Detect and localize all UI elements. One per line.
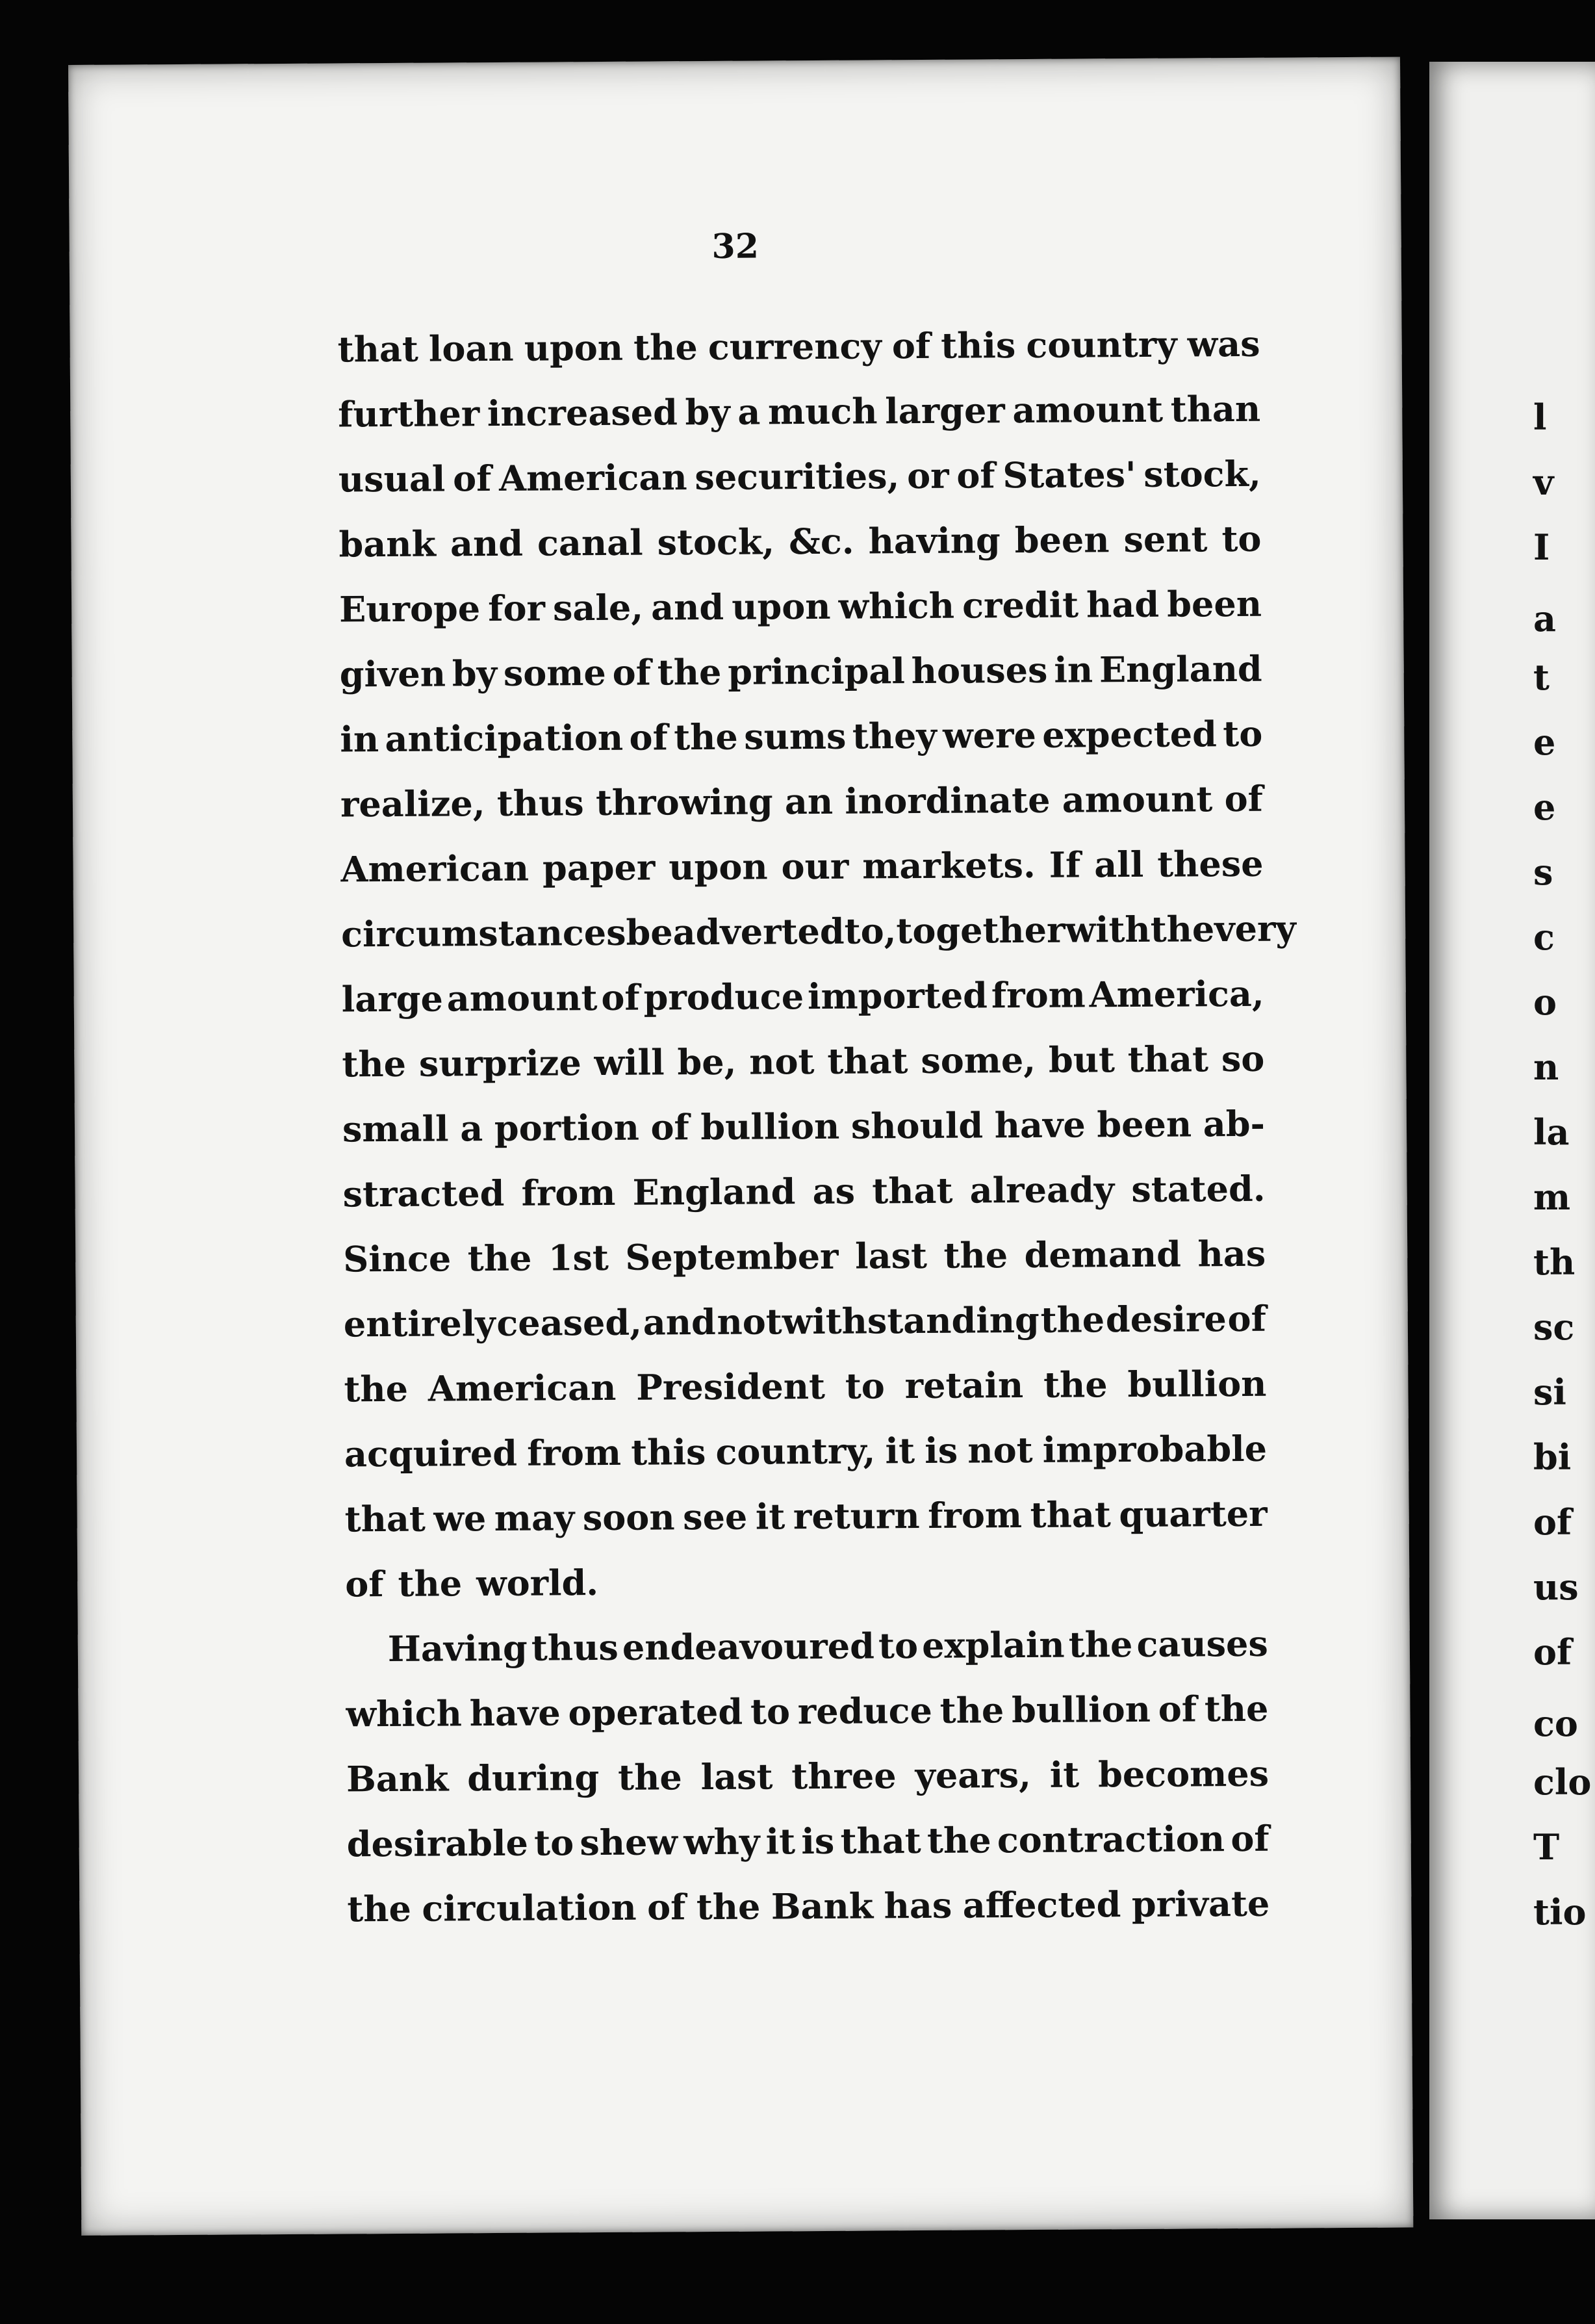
facing-page-fragment: si <box>1533 1371 1566 1413</box>
word: the <box>943 1234 1008 1276</box>
word: the <box>344 1367 409 1410</box>
word: England <box>632 1170 796 1213</box>
word: canal <box>537 521 643 564</box>
word: some, <box>921 1039 1036 1082</box>
word: and <box>650 586 724 628</box>
facing-page-fragment: of <box>1533 1631 1572 1673</box>
facing-page-fragment: co <box>1533 1703 1578 1744</box>
word: the <box>1043 1363 1108 1406</box>
word: to <box>1223 712 1263 755</box>
word: England <box>1099 647 1262 691</box>
word: causes <box>1136 1622 1268 1665</box>
text-line <box>344 1351 1267 1422</box>
facing-page-fragment: l <box>1533 396 1547 438</box>
word: quarter <box>1119 1492 1268 1536</box>
word: endeavoured <box>622 1625 875 1668</box>
word: the <box>674 716 738 758</box>
word: that <box>1127 1038 1209 1081</box>
word: may <box>494 1497 575 1540</box>
word: all <box>1094 843 1144 886</box>
word: to <box>533 1822 574 1864</box>
word: that <box>337 328 419 370</box>
word: much <box>767 390 878 433</box>
word: last <box>700 1755 773 1798</box>
book-page <box>68 57 1413 2235</box>
word: to <box>1221 517 1262 560</box>
word: paper <box>542 846 656 889</box>
word: ab- <box>1203 1102 1266 1145</box>
word: in <box>340 718 379 760</box>
word: credit <box>962 584 1079 626</box>
facing-page-fragment: la <box>1533 1111 1570 1153</box>
word: the <box>342 1042 407 1085</box>
word: from <box>527 1431 622 1474</box>
word: the <box>1204 1687 1269 1730</box>
word: we <box>433 1497 487 1540</box>
text-line <box>346 1676 1269 1747</box>
word: sums <box>744 715 847 758</box>
facing-page-fragment: of <box>1533 1501 1572 1543</box>
word: entirely <box>343 1302 496 1345</box>
word: the <box>696 1885 761 1928</box>
word: stock, <box>657 521 775 563</box>
text-line <box>344 1481 1268 1552</box>
word: &c. <box>788 520 854 563</box>
text-line <box>345 1546 1268 1617</box>
word: expected <box>1042 713 1218 756</box>
word: 1st <box>548 1236 609 1279</box>
word: will <box>594 1041 665 1084</box>
word: American <box>498 456 687 499</box>
word: President <box>636 1365 826 1408</box>
word: of <box>1227 1297 1267 1340</box>
text-line <box>342 1091 1266 1162</box>
word: to <box>845 1365 885 1407</box>
word: Europe <box>338 587 481 630</box>
word: is <box>925 1429 958 1471</box>
text-line <box>346 1741 1270 1812</box>
word: with <box>1065 908 1151 951</box>
word: is <box>801 1820 835 1863</box>
word: of <box>452 458 492 500</box>
word: currency <box>708 325 882 368</box>
word: country, <box>715 1430 876 1473</box>
word: demand <box>1024 1233 1182 1276</box>
word: this <box>940 324 1016 367</box>
word: of <box>629 716 669 758</box>
word: from <box>991 974 1086 1016</box>
word: America, <box>1089 972 1264 1016</box>
word: had <box>1086 583 1160 626</box>
word: the <box>1150 908 1215 950</box>
word: and <box>450 522 524 565</box>
word: given <box>339 652 446 695</box>
word: September <box>625 1235 839 1278</box>
word: produce <box>643 975 804 1018</box>
facing-page-fragment: n <box>1533 1046 1559 1088</box>
word: that <box>872 1169 953 1212</box>
text-line <box>340 896 1297 967</box>
word: that <box>840 1820 921 1862</box>
facing-page-fragment: e <box>1533 786 1556 828</box>
facing-page-fragment: tio <box>1533 1891 1587 1933</box>
word: to, <box>844 910 897 952</box>
word: Since <box>343 1237 452 1280</box>
text-line <box>338 376 1261 447</box>
word: from <box>928 1494 1023 1536</box>
word: of <box>1224 777 1264 820</box>
facing-page-fragment: e <box>1533 721 1556 763</box>
word: sent <box>1123 518 1208 561</box>
word: bullion <box>1127 1362 1267 1406</box>
word: increased <box>487 391 678 435</box>
word: not <box>967 1428 1033 1471</box>
word: Bank <box>771 1885 874 1928</box>
word: inordinate <box>845 779 1051 822</box>
word: usual <box>338 458 446 500</box>
word: last <box>854 1234 928 1277</box>
word: adverted <box>672 910 845 953</box>
facing-page-fragment: o <box>1533 981 1557 1023</box>
word: the <box>1040 1298 1105 1341</box>
word: not <box>749 1040 815 1083</box>
word: realize, <box>340 782 485 825</box>
word: reduce <box>797 1689 933 1733</box>
word: as <box>812 1170 856 1213</box>
text-line <box>342 1156 1266 1227</box>
word: that <box>344 1497 426 1540</box>
word: has <box>1197 1232 1266 1275</box>
word: bullion <box>1011 1688 1151 1731</box>
word: bullion <box>700 1105 840 1148</box>
word: the <box>347 1887 412 1930</box>
word: of <box>956 454 995 497</box>
word: becomes <box>1097 1752 1270 1796</box>
facing-page-fragment: T <box>1533 1826 1560 1868</box>
text-line <box>339 571 1262 642</box>
word: or <box>906 454 949 497</box>
word: amount <box>446 977 598 1020</box>
text-line <box>346 1806 1270 1877</box>
word: been <box>1097 1103 1192 1146</box>
facing-page-fragment: m <box>1533 1176 1571 1218</box>
word: markets. <box>862 844 1036 887</box>
word: of <box>891 324 931 367</box>
word: bank <box>338 523 437 565</box>
word: they <box>852 714 937 757</box>
word: desire <box>1105 1298 1227 1341</box>
word: sale, <box>552 586 644 629</box>
word: Having <box>387 1627 528 1670</box>
word: been <box>1167 582 1262 625</box>
word: to <box>750 1690 791 1733</box>
word: operated <box>568 1690 743 1734</box>
word: to <box>878 1625 919 1667</box>
word: of <box>345 1563 384 1605</box>
word: surprize <box>418 1042 581 1085</box>
text-line <box>344 1416 1268 1487</box>
word: the <box>657 651 722 693</box>
word: soon <box>582 1496 675 1539</box>
text-line <box>340 701 1263 772</box>
word: large <box>341 977 444 1020</box>
word: it <box>1049 1753 1080 1796</box>
word: anticipation <box>385 716 624 760</box>
word: the <box>1068 1623 1133 1666</box>
word: portion <box>494 1106 640 1150</box>
facing-page-fragment: c <box>1533 916 1555 958</box>
word: it <box>765 1820 796 1863</box>
word: upon <box>524 326 624 369</box>
word: amount <box>1012 388 1164 432</box>
word: Bank <box>346 1757 449 1800</box>
body-text <box>337 311 1297 1942</box>
text-line <box>340 831 1264 902</box>
page-number: 32 <box>711 226 759 266</box>
word: of <box>601 976 640 1019</box>
text-line <box>346 1611 1269 1682</box>
word: thus <box>496 782 584 824</box>
word: circumstances <box>340 911 626 955</box>
word: houses <box>911 649 1048 692</box>
word: it <box>885 1430 915 1472</box>
word: contraction <box>997 1818 1225 1861</box>
word: retain <box>904 1364 1024 1407</box>
word: have <box>994 1104 1086 1146</box>
word: in <box>1054 649 1093 691</box>
word: why <box>683 1820 760 1863</box>
word: years, <box>915 1753 1032 1797</box>
word: shew <box>580 1821 678 1864</box>
word: having <box>868 519 1001 562</box>
word: thus <box>531 1626 619 1669</box>
facing-page-fragment: th <box>1533 1241 1576 1283</box>
facing-page-fragment: v <box>1533 461 1554 503</box>
word: by <box>452 652 498 695</box>
word: imported <box>807 974 988 1018</box>
word: see <box>682 1495 748 1538</box>
word: larger <box>885 389 1005 432</box>
word: than <box>1170 387 1261 430</box>
word: notwithstanding <box>717 1298 1040 1343</box>
facing-page-fragment: bi <box>1533 1436 1572 1478</box>
word: from <box>521 1171 616 1214</box>
word: private <box>1131 1882 1270 1926</box>
word: of <box>1231 1817 1270 1860</box>
word: return <box>793 1495 920 1538</box>
word: small <box>342 1107 449 1150</box>
word: during <box>467 1757 600 1800</box>
word: these <box>1157 842 1264 885</box>
text-line <box>339 636 1262 707</box>
word: circulation <box>422 1886 637 1930</box>
word: that <box>827 1040 908 1082</box>
word: it <box>755 1495 785 1538</box>
facing-page-fragment: t <box>1533 656 1550 698</box>
text-line <box>338 441 1262 512</box>
word: have <box>469 1692 561 1735</box>
word: but <box>1048 1039 1116 1081</box>
word: upon <box>669 846 768 888</box>
word: stated. <box>1131 1167 1266 1211</box>
word: the <box>398 1562 463 1605</box>
facing-page-fragment: sc <box>1533 1306 1575 1348</box>
text-line <box>342 1026 1265 1097</box>
word: our <box>781 845 849 888</box>
word: has <box>884 1884 952 1927</box>
word: were <box>942 714 1037 756</box>
word: States' <box>1002 453 1136 497</box>
word: principal <box>728 650 906 693</box>
text-line <box>338 506 1262 577</box>
facing-page-fragment: s <box>1533 851 1553 893</box>
word: been <box>1014 519 1110 562</box>
word: was <box>1187 322 1260 365</box>
word: world. <box>476 1562 599 1605</box>
word: desirable <box>346 1822 529 1865</box>
word: further <box>338 393 480 435</box>
word: upon <box>732 585 831 628</box>
word: three <box>791 1755 897 1798</box>
word: of <box>646 1886 686 1928</box>
word: very <box>1214 907 1297 950</box>
word: affected <box>962 1883 1121 1926</box>
word: If <box>1049 844 1081 886</box>
word: a <box>460 1107 483 1150</box>
word: already <box>969 1168 1115 1211</box>
word: the <box>939 1689 1004 1731</box>
word: so <box>1221 1037 1265 1080</box>
word: explain <box>921 1623 1065 1667</box>
word: a <box>737 391 761 433</box>
word: which <box>346 1692 463 1735</box>
word: of <box>612 651 652 693</box>
word: stracted <box>342 1172 505 1215</box>
word: the <box>467 1237 532 1280</box>
text-line <box>341 961 1264 1032</box>
word: improbable <box>1042 1427 1268 1471</box>
word: of <box>650 1106 689 1148</box>
word: the <box>617 1756 682 1798</box>
facing-page-fragment: clo <box>1533 1761 1592 1803</box>
word: together <box>896 909 1065 952</box>
facing-page-fragment: a <box>1533 598 1556 639</box>
word: by <box>685 391 730 433</box>
word: an <box>784 780 834 823</box>
word: American <box>340 847 530 890</box>
word: stock, <box>1143 452 1261 495</box>
facing-page-fragment: us <box>1533 1566 1579 1608</box>
word: the <box>926 1819 991 1861</box>
word: amount <box>1062 778 1213 821</box>
word: be, <box>677 1040 737 1083</box>
word: securities, <box>695 455 900 498</box>
word: throwing <box>595 781 773 824</box>
word: ceased, <box>496 1301 643 1345</box>
text-line <box>337 311 1260 382</box>
word: American <box>427 1366 617 1410</box>
word: loan <box>428 327 514 370</box>
word: this <box>631 1431 706 1473</box>
word: be <box>626 911 673 953</box>
word: should <box>850 1104 984 1147</box>
word: which <box>838 584 955 627</box>
text-line <box>343 1221 1266 1292</box>
word: and <box>643 1300 716 1343</box>
text-line <box>344 1286 1267 1357</box>
word: acquired <box>344 1432 518 1475</box>
facing-page-fragment: I <box>1533 526 1550 568</box>
word: some <box>503 651 607 694</box>
word: for <box>488 587 546 630</box>
word: country <box>1026 323 1177 367</box>
word: that <box>1030 1493 1111 1536</box>
word: of <box>1158 1688 1197 1730</box>
text-line <box>340 766 1264 837</box>
word: the <box>633 326 698 368</box>
text-line <box>347 1871 1270 1942</box>
